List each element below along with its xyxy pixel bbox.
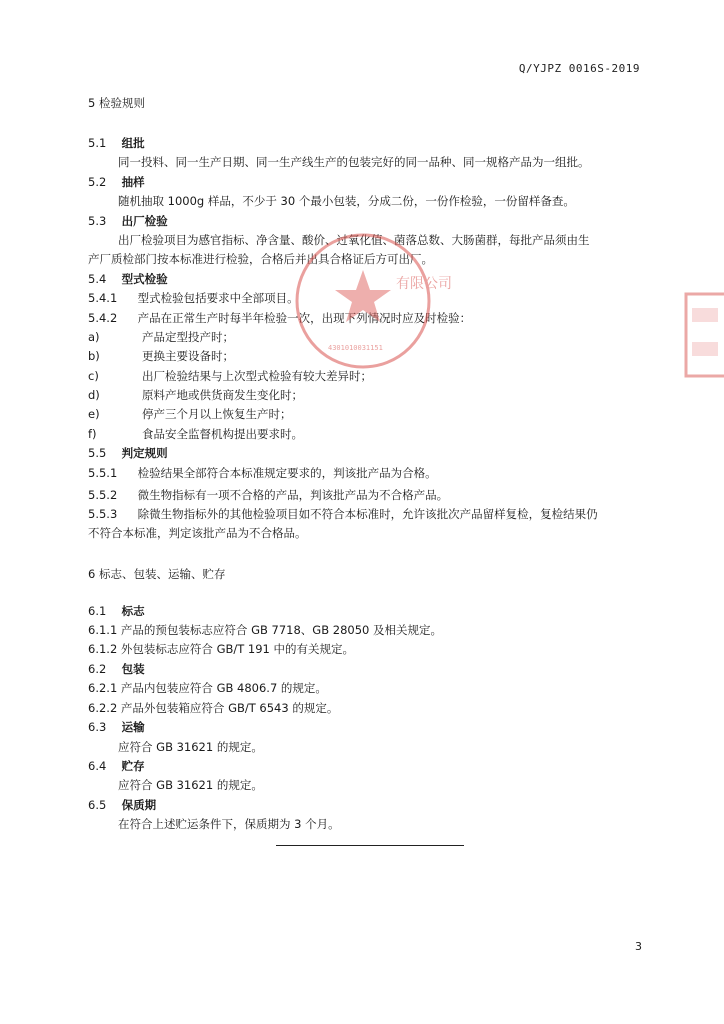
list-item-text: 食品安全监督机构提出要求时。 xyxy=(142,427,303,441)
section-number: 6.1 xyxy=(88,604,107,618)
section-6-1-heading xyxy=(88,603,145,619)
section-number: 6.5 xyxy=(88,798,107,812)
section-heading: 包装 xyxy=(121,662,145,676)
section-6-title: 6 标志、包装、运输、贮存 xyxy=(88,567,226,581)
subsection-number: 5.4.2 xyxy=(88,311,118,325)
section-5-5-3-cont: 不符合本标准，判定该批产品为不合格品。 xyxy=(88,526,307,540)
document-number: Q/YJPZ 0016S-2019 xyxy=(518,62,640,75)
section-5-4-1 xyxy=(88,290,299,306)
subsection-number: 5.4.1 xyxy=(88,291,118,305)
section-5-3-heading xyxy=(88,213,168,229)
section-5-5-1 xyxy=(88,465,437,481)
section-5-4-heading xyxy=(88,271,168,287)
subsection-number: 5.5.1 xyxy=(88,466,118,480)
section-number: 5.4 xyxy=(88,272,107,286)
section-5-2-heading xyxy=(88,174,145,190)
section-heading: 组批 xyxy=(121,136,145,150)
section-heading: 运输 xyxy=(121,720,145,734)
section-6-1-1: 6.1.1 产品的预包装标志应符合 GB 7718、GB 28050 及相关规定。 xyxy=(88,623,442,637)
subsection-number: 5.5.3 xyxy=(88,507,118,521)
section-number: 5.1 xyxy=(88,136,107,150)
star-icon xyxy=(335,270,391,322)
list-item-label: b) xyxy=(88,349,100,363)
section-heading: 抽样 xyxy=(121,175,145,189)
section-5-3-text-1: 出厂检验项目为感官指标、净含量、酸价、过氧化值、菌落总数、大肠菌群，每批产品须由生 xyxy=(118,233,590,247)
seal-text: 有限公司 xyxy=(396,276,452,292)
section-6-2-2: 6.2.2 产品外包装箱应符合 GB/T 6543 的规定。 xyxy=(88,701,339,715)
list-item-label: a) xyxy=(88,330,100,344)
section-heading: 贮存 xyxy=(121,759,145,773)
section-6-4-text: 应符合 GB 31621 的规定。 xyxy=(118,778,263,792)
end-rule xyxy=(276,845,464,846)
section-heading: 标志 xyxy=(121,604,145,618)
section-5-5-heading xyxy=(88,445,168,461)
section-6-3-text: 应符合 GB 31621 的规定。 xyxy=(118,740,263,754)
list-item-text: 出厂检验结果与上次型式检验有较大差异时； xyxy=(142,369,372,383)
subsection-text: 产品在正常生产时每半年检验一次，出现下列情况时应及时检验： xyxy=(137,311,472,325)
list-item-label: e) xyxy=(88,407,100,421)
section-heading: 保质期 xyxy=(121,798,157,812)
section-6-4-heading xyxy=(88,758,145,774)
section-5-title: 5 检验规则 xyxy=(88,96,145,110)
list-item-label: d) xyxy=(88,388,100,402)
list-item-text: 原料产地或供货商发生变化时； xyxy=(142,388,303,402)
section-number: 6.4 xyxy=(88,759,107,773)
section-6-5-text: 在符合上述贮运条件下，保质期为 3 个月。 xyxy=(118,817,340,831)
subsection-text: 除微生物指标外的其他检验项目如不符合本标准时，允许该批次产品留样复检，复检结果仍 xyxy=(137,507,598,521)
section-number: 6.3 xyxy=(88,720,107,734)
subsection-text: 型式检验包括要求中全部项目。 xyxy=(137,291,299,305)
seal-code: 4301010031151 xyxy=(328,344,383,352)
list-item-text: 产品定型投产时； xyxy=(142,330,234,344)
section-5-5-2 xyxy=(88,487,448,503)
subsection-text: 微生物指标有一项不合格的产品，判该批产品为不合格产品。 xyxy=(137,488,449,502)
list-item-text: 更换主要设备时； xyxy=(142,349,234,363)
section-number: 6.2 xyxy=(88,662,107,676)
edge-seal xyxy=(682,290,724,380)
section-5-3-text-2: 产厂质检部门按本标准进行检验，合格后并出具合格证后方可出厂。 xyxy=(88,252,433,266)
list-item-label: c) xyxy=(88,369,99,383)
section-number: 5.3 xyxy=(88,214,107,228)
section-heading: 出厂检验 xyxy=(121,214,168,228)
list-item-label: f) xyxy=(88,427,97,441)
section-heading: 判定规则 xyxy=(121,446,168,460)
subsection-text: 检验结果全部符合本标准规定要求的，判该批产品为合格。 xyxy=(137,466,437,480)
list-item-text: 停产三个月以上恢复生产时； xyxy=(142,407,292,421)
section-6-5-heading xyxy=(88,797,156,813)
section-5-5-3 xyxy=(88,506,598,522)
section-6-1-2: 6.1.2 外包装标志应符合 GB/T 191 中的有关规定。 xyxy=(88,642,355,656)
section-5-1-text: 同一投料、同一生产日期、同一生产线生产的包装完好的同一品种、同一规格产品为一组批。 xyxy=(118,155,590,169)
section-6-2-heading xyxy=(88,661,145,677)
section-number: 5.2 xyxy=(88,175,107,189)
section-6-3-heading xyxy=(88,719,145,735)
subsection-number: 5.5.2 xyxy=(88,488,118,502)
section-5-1-heading xyxy=(88,135,145,151)
company-seal xyxy=(292,230,452,372)
section-6-2-1: 6.2.1 产品内包装应符合 GB 4806.7 的规定。 xyxy=(88,681,327,695)
page-number: 3 xyxy=(635,940,642,953)
section-number: 5.5 xyxy=(88,446,107,460)
section-5-2-text: 随机抽取 1000g 样品，不少于 30 个最小包装，分成二份，一份作检验，一份留样备查。 xyxy=(118,194,575,208)
section-heading: 型式检验 xyxy=(121,272,168,286)
